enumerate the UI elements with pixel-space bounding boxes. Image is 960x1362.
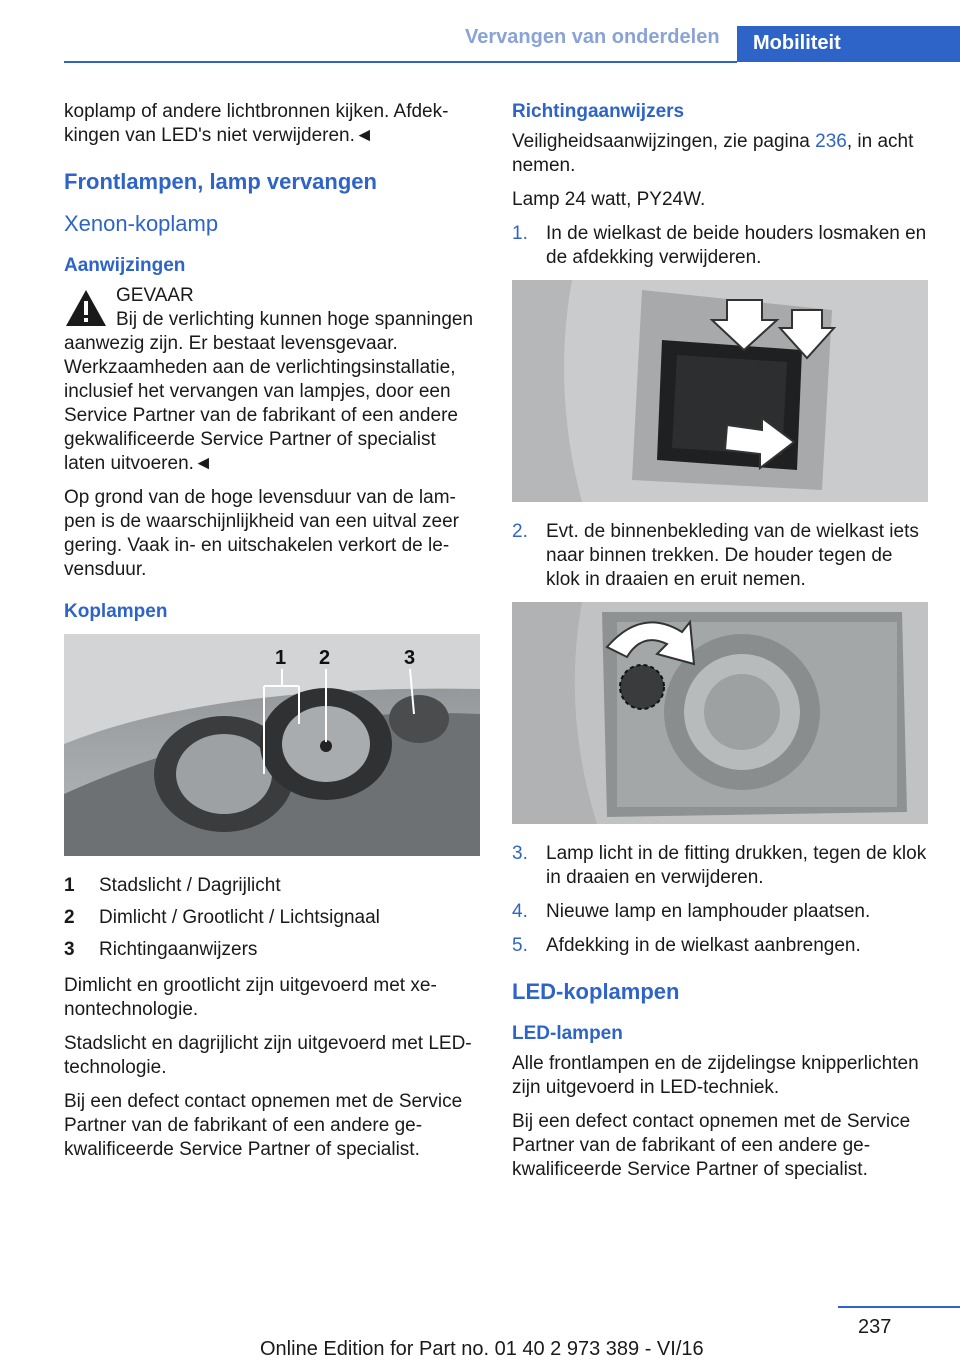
lamp-holder-photo bbox=[512, 602, 928, 824]
wheel-arch-cover-photo bbox=[512, 280, 928, 502]
step-text: Nieuwe lamp en lamphouder plaatsen. bbox=[546, 901, 871, 922]
lifetime-paragraph: Op grond van de hoge levensduur van de lampen is de waarschijnlijkheid van een uitval zeer gering. Vaak in- en uitschakelen verkort de levensduur. bbox=[64, 487, 460, 580]
header-chapter-label: Mobiliteit bbox=[753, 32, 841, 54]
step-number: 4. bbox=[512, 901, 528, 922]
safety-paragraph bbox=[512, 130, 928, 178]
intro-paragraph: koplamp of andere lichtbronnen kijken. Afdekkingen van LED's niet verwijderen.◄ bbox=[64, 101, 449, 146]
warning-triangle-icon bbox=[64, 288, 108, 328]
list-item bbox=[512, 520, 928, 592]
safety-suffix: , in acht nemen. bbox=[512, 131, 914, 176]
step-text: Lamp licht in de fitting drukken, tegen de klok in draaien en verwijderen. bbox=[546, 843, 927, 888]
step-number: 5. bbox=[512, 935, 528, 956]
legend-number: 2 bbox=[64, 907, 75, 928]
warning-title: GEVAAR bbox=[116, 285, 194, 306]
steps-list-a bbox=[512, 222, 928, 270]
led-section-heading: LED-koplampen bbox=[512, 979, 680, 1004]
list-item bbox=[512, 934, 928, 958]
legend-row bbox=[64, 906, 480, 930]
headlamp-legend bbox=[64, 874, 480, 962]
step-number: 2. bbox=[512, 521, 528, 542]
legend-text: Richtingaanwijzers bbox=[99, 939, 258, 960]
footer-rule bbox=[838, 1306, 960, 1308]
callout-3: 3 bbox=[404, 647, 416, 669]
right-column bbox=[512, 100, 928, 1192]
steps-list-b bbox=[512, 520, 928, 592]
left-column bbox=[64, 100, 480, 1172]
steps-list-c bbox=[512, 842, 928, 958]
lamp-spec: Lamp 24 watt, PY24W. bbox=[512, 189, 706, 210]
edition-note: Online Edition for Part no. 01 40 2 973 389 - VI/16 bbox=[260, 1338, 704, 1360]
page-number: 237 bbox=[858, 1316, 892, 1338]
step-text: Afdekking in de wielkast aanbrengen. bbox=[546, 935, 861, 956]
subsection-heading: Xenon-koplamp bbox=[64, 211, 219, 236]
step-text: In de wielkast de beide houders losmaken en de afdekking verwijderen. bbox=[546, 223, 927, 268]
defect-paragraph: Bij een defect contact opnemen met de Service Partner van de fabrikant of een andere gekwalificeerde Service Partner of specialist. bbox=[64, 1091, 463, 1160]
legend-number: 3 bbox=[64, 939, 75, 960]
step-number: 1. bbox=[512, 223, 528, 244]
legend-row bbox=[64, 874, 480, 898]
safety-page-link[interactable]: 236 bbox=[815, 131, 847, 152]
xenon-paragraph: Dimlicht en grootlicht zijn uitgevoerd met xenontechnologie. bbox=[64, 975, 437, 1020]
callout-1: 1 bbox=[275, 647, 287, 669]
headlamp-photo bbox=[64, 634, 480, 856]
led-lamps-heading: LED-lampen bbox=[512, 1023, 623, 1044]
warning-block bbox=[64, 284, 480, 476]
step-text: Evt. de binnenbekleding van de wielkast iets naar binnen trekken. De houder tegen de klok in draaien en eruit nemen. bbox=[546, 521, 919, 590]
list-item bbox=[512, 222, 928, 270]
list-item bbox=[512, 842, 928, 890]
warning-text: Bij de verlichting kunnen hoge spanningen aanwezig zijn. Er bestaat levensgevaar. Werkzaamheden aan de verlichtingsinstallatie, inclusief het vervangen van lampjes, door een Service Partner van de fabrikant of een andere gekwalificeerde Service Partner of specialist laten uitvoeren.◄ bbox=[64, 309, 474, 474]
header-section-title: Vervangen van onderdelen bbox=[465, 26, 720, 48]
legend-row bbox=[64, 938, 480, 962]
header-chapter-tab bbox=[737, 26, 960, 62]
legend-text: Stadslicht / Dagrijlicht bbox=[99, 875, 281, 896]
led-paragraph: Stadslicht en dagrijlicht zijn uitgevoerd met LED-technologie. bbox=[64, 1033, 472, 1078]
list-item bbox=[512, 900, 928, 924]
led-defect-paragraph: Bij een defect contact opnemen met de Service Partner van de fabrikant of een andere gekwalificeerde Service Partner of specialist. bbox=[512, 1111, 911, 1180]
step-number: 3. bbox=[512, 843, 528, 864]
header-rule bbox=[64, 61, 737, 63]
indicators-heading: Richtingaanwijzers bbox=[512, 101, 685, 122]
legend-text: Dimlicht / Grootlicht / Lichtsignaal bbox=[99, 907, 380, 928]
legend-number: 1 bbox=[64, 875, 75, 896]
headlamps-heading: Koplampen bbox=[64, 601, 168, 622]
section-heading: Frontlampen, lamp vervangen bbox=[64, 169, 377, 194]
led-all-paragraph: Alle frontlampen en de zijdelingse knipperlichten zijn uitgevoerd in LED-techniek. bbox=[512, 1053, 919, 1098]
safety-prefix: Veiligheidsaanwijzingen, zie pagina bbox=[512, 131, 816, 152]
callout-2: 2 bbox=[319, 647, 331, 669]
notes-heading: Aanwijzingen bbox=[64, 255, 186, 276]
